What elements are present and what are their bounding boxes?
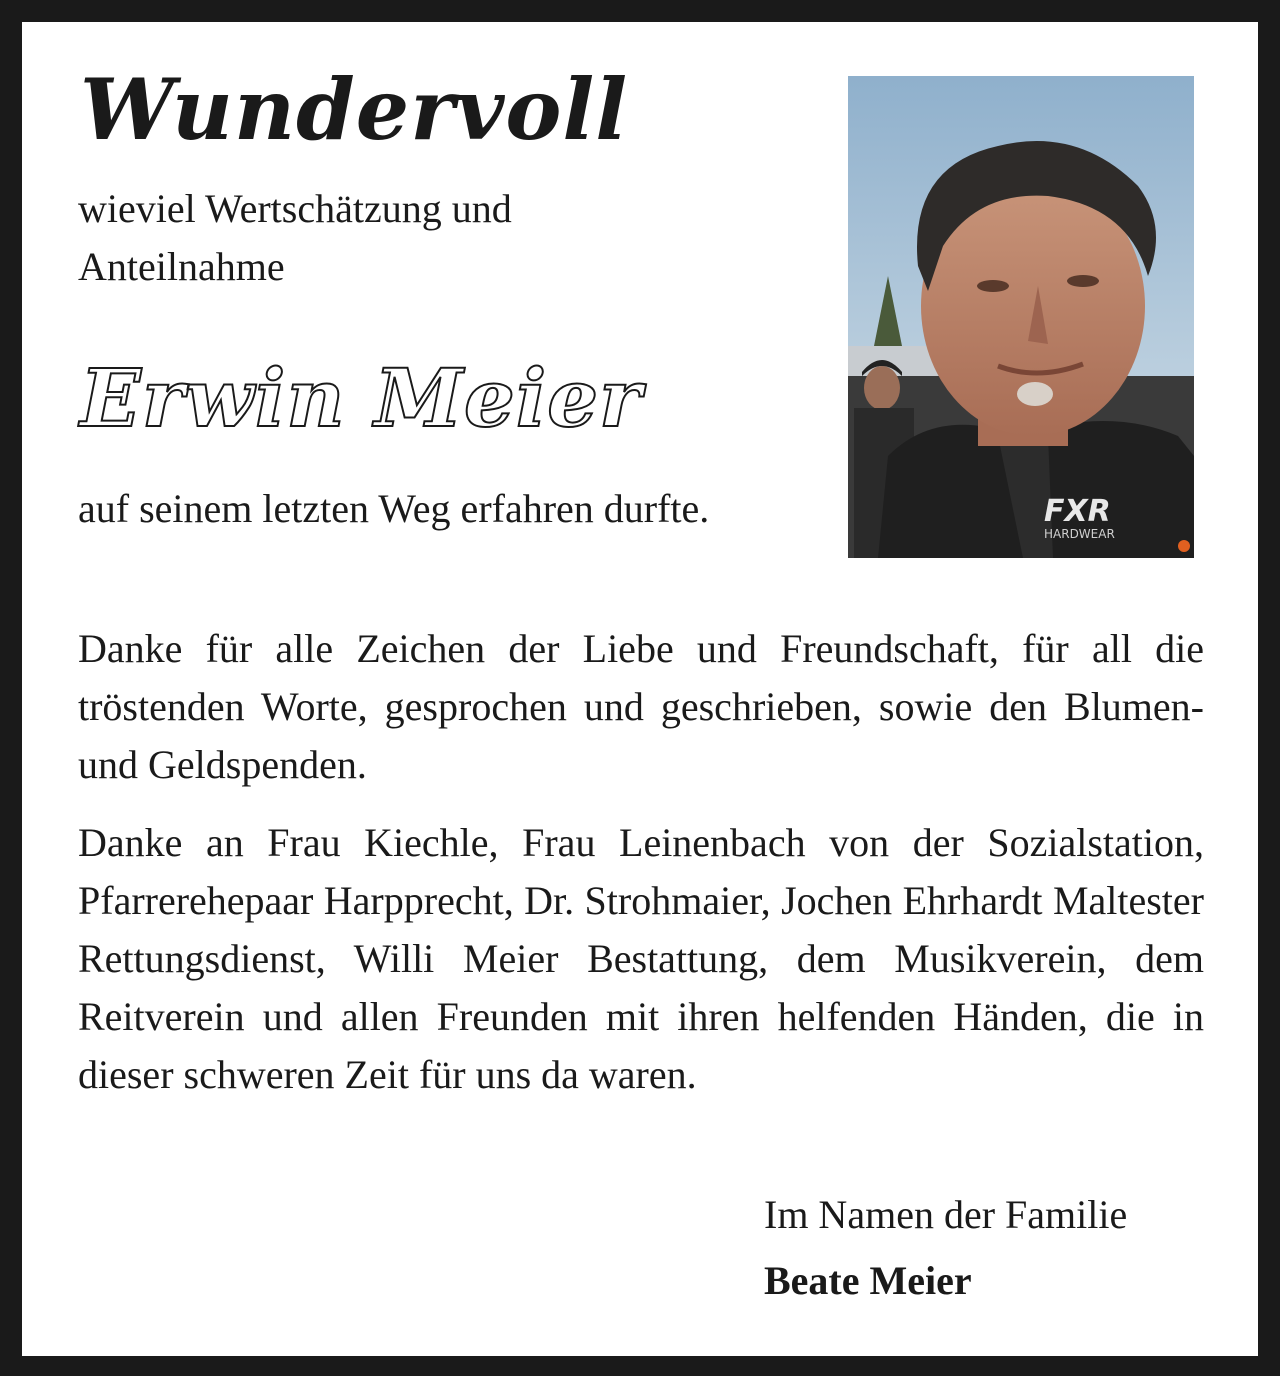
thanks-paragraph-2: Danke an Frau Kiechle, Frau Leinenbach von der Sozialstation, Pfarrerehepaar Harpprecht, Dr. Strohmaier, Jochen Ehrhardt Maltester Rettungsdienst, Willi Meier Bestattung, dem Musikverein, dem Reitverein und allen Freunden mit ihren helfenden Händen, die in dieser schweren Zeit für uns da waren. [78, 820, 1204, 1097]
signature-name: Beate Meier [764, 1258, 972, 1303]
notice-card [22, 22, 1258, 1356]
followup-text: auf seinem letzten Weg erfahren durfte. [78, 486, 710, 531]
signature-line: Im Namen der Familie [764, 1192, 1128, 1237]
thanks-paragraph-1: Danke für alle Zeichen der Liebe und Freundschaft, für all die tröstenden Worte, gesprochen und geschrieben, sowie den Blumen- und Geldspenden. [78, 626, 1204, 787]
portrait-photo [848, 76, 1194, 558]
intro-text: wieviel Wertschätzung und Anteilnahme [78, 186, 512, 289]
deceased-name: Erwin Meier [80, 351, 643, 445]
headline-script: Wundervoll [80, 60, 629, 159]
jacket-sub: HARDWEAR [1044, 527, 1115, 541]
jacket-brand: FXR [1044, 494, 1111, 529]
